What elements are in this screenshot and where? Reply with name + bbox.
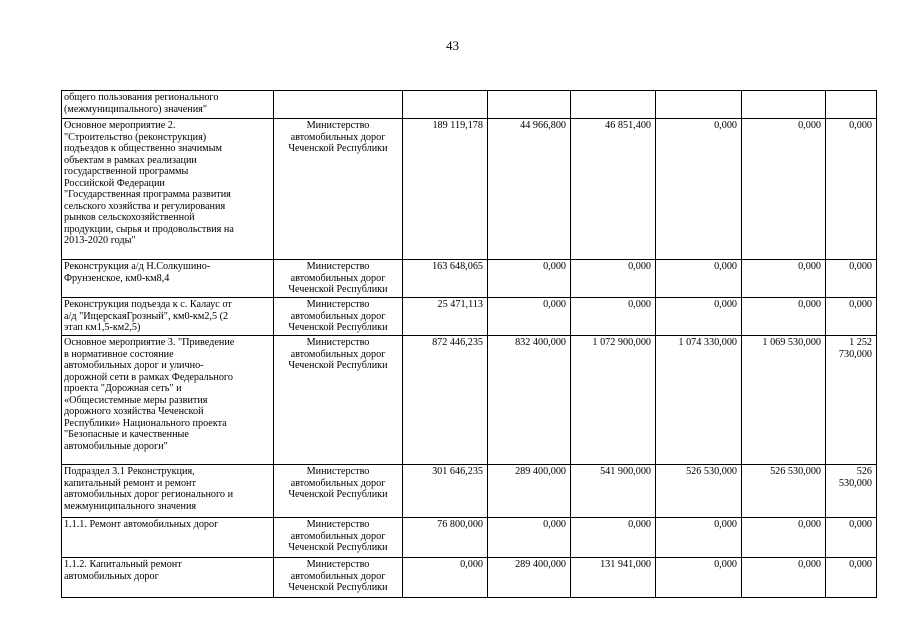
executor-cell: Министерство автомобильных дорог Чеченской Республики (274, 465, 403, 518)
value-cell: 541 900,000 (571, 465, 656, 518)
executor-cell: Министерство автомобильных дорог Чеченской Республики (274, 260, 403, 298)
row-name-cell: Реконструкция подъезда к с. Калаус от а/д "ИщерскаяГрозный", км0-км2,5 (2 этап км1,5-км2,5) (62, 298, 274, 336)
table-row (62, 336, 877, 465)
value-cell: 1 252 730,000 (826, 336, 877, 465)
value-cell: 289 400,000 (488, 465, 571, 518)
value-cell: 0,000 (571, 518, 656, 558)
table-row (62, 119, 877, 260)
value-cell: 25 471,113 (403, 298, 488, 336)
value-cell: 76 800,000 (403, 518, 488, 558)
row-name-cell: 1.1.1. Ремонт автомобильных дорог (62, 518, 274, 558)
row-name-cell: Реконструкция а/д Н.Солкушино- Фрунзенское, км0-км8,4 (62, 260, 274, 298)
row-name-cell: общего пользования регионального (межмуниципального) значения" (62, 91, 274, 119)
value-cell: 289 400,000 (488, 558, 571, 598)
value-cell: 0,000 (826, 119, 877, 260)
executor-cell: Министерство автомобильных дорог Чеченской Республики (274, 336, 403, 465)
executor-cell: Министерство автомобильных дорог Чеченской Республики (274, 518, 403, 558)
value-cell: 0,000 (656, 518, 742, 558)
executor-cell: Министерство автомобильных дорог Чеченской Республики (274, 558, 403, 598)
value-cell: 0,000 (826, 558, 877, 598)
value-cell: 0,000 (742, 558, 826, 598)
value-cell: 1 072 900,000 (571, 336, 656, 465)
executor-cell: Министерство автомобильных дорог Чеченской Республики (274, 298, 403, 336)
executor-cell (274, 91, 403, 119)
row-name-cell: Основное мероприятие 2. "Строительство (реконструкция) подъездов к общественно значимым объектам в рамках реализации государственной программы Российской Федерации "Государственная программа развития сельского хозяйства и регулирования рынков сельскохозяйственной продукции, сырья и продовольствия на 2013-2020 годы" (62, 119, 274, 260)
value-cell: 0,000 (656, 298, 742, 336)
value-cell: 872 446,235 (403, 336, 488, 465)
value-cell: 0,000 (742, 518, 826, 558)
value-cell: 832 400,000 (488, 336, 571, 465)
table-row (62, 260, 877, 298)
table-row (62, 298, 877, 336)
value-cell: 189 119,178 (403, 119, 488, 260)
value-cell: 163 648,065 (403, 260, 488, 298)
value-cell: 0,000 (656, 558, 742, 598)
row-name-cell: 1.1.2. Капитальный ремонт автомобильных дорог (62, 558, 274, 598)
value-cell: 526 530,000 (826, 465, 877, 518)
value-cell (826, 91, 877, 119)
value-cell: 0,000 (742, 260, 826, 298)
value-cell: 0,000 (742, 119, 826, 260)
value-cell: 1 069 530,000 (742, 336, 826, 465)
table-row (62, 91, 877, 119)
value-cell: 0,000 (656, 119, 742, 260)
value-cell: 131 941,000 (571, 558, 656, 598)
value-cell (403, 91, 488, 119)
value-cell (742, 91, 826, 119)
table-row (62, 465, 877, 518)
value-cell (571, 91, 656, 119)
value-cell: 0,000 (571, 298, 656, 336)
value-cell (488, 91, 571, 119)
row-name-cell: Основное мероприятие 3. "Приведение в нормативное состояние автомобильных дорог и улично- дорожной сети в рамках Федерального проекта "Дорожная сеть" и «Общесистемные меры развития дорожного хозяйства Чеченской Республики» Национального проекта "Безопасные и качественные автомобильные дороги" (62, 336, 274, 465)
budget-table (61, 90, 877, 598)
value-cell: 526 530,000 (656, 465, 742, 518)
value-cell: 46 851,400 (571, 119, 656, 260)
value-cell: 1 074 330,000 (656, 336, 742, 465)
value-cell: 0,000 (571, 260, 656, 298)
value-cell: 0,000 (826, 518, 877, 558)
table-row (62, 558, 877, 598)
executor-cell: Министерство автомобильных дорог Чеченской Республики (274, 119, 403, 260)
value-cell: 0,000 (826, 298, 877, 336)
value-cell: 0,000 (403, 558, 488, 598)
value-cell: 0,000 (488, 518, 571, 558)
page-number: 43 (446, 38, 459, 53)
value-cell: 526 530,000 (742, 465, 826, 518)
value-cell: 0,000 (656, 260, 742, 298)
value-cell: 44 966,800 (488, 119, 571, 260)
value-cell: 301 646,235 (403, 465, 488, 518)
value-cell: 0,000 (742, 298, 826, 336)
row-name-cell: Подраздел 3.1 Реконструкция, капитальный ремонт и ремонт автомобильных дорог регионального и межмуниципального значения (62, 465, 274, 518)
table-row (62, 518, 877, 558)
value-cell: 0,000 (488, 298, 571, 336)
value-cell (656, 91, 742, 119)
value-cell: 0,000 (488, 260, 571, 298)
value-cell: 0,000 (826, 260, 877, 298)
